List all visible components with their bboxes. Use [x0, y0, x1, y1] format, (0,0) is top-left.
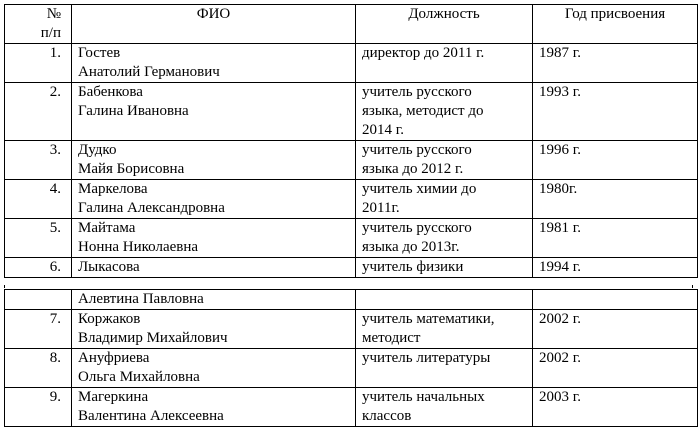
header-num	[5, 5, 72, 44]
fio-name: Майя Борисовна	[78, 161, 185, 177]
table-row	[5, 180, 698, 219]
row-num	[5, 290, 72, 310]
page-break-gap	[4, 285, 693, 288]
row-fio	[72, 180, 356, 219]
position-line: учитель русского	[362, 142, 472, 158]
header-position: Должность	[356, 5, 533, 44]
header-num-line2: п/п	[40, 25, 61, 41]
row-num: 7.	[5, 310, 72, 349]
row-year: 2002 г.	[533, 310, 698, 349]
row-position	[356, 180, 533, 219]
row-fio	[72, 219, 356, 258]
row-num: 6.	[5, 258, 72, 278]
row-fio	[72, 310, 356, 349]
position-line: языка до 2012 г.	[362, 161, 464, 177]
row-num: 5.	[5, 219, 72, 258]
fio-surname: Маркелова	[78, 181, 148, 197]
fio-surname: Гостев	[78, 45, 121, 61]
fio-surname: Ануфриева	[78, 350, 150, 366]
row-fio	[72, 83, 356, 141]
table-row	[5, 349, 698, 388]
row-position	[356, 310, 533, 349]
position-line: методист	[362, 330, 421, 346]
header-num-line1: №	[46, 6, 61, 22]
row-fio	[72, 349, 356, 388]
row-year: 2003 г.	[533, 388, 698, 427]
row-year: 1994 г.	[533, 258, 698, 278]
fio-name: Владимир Михайлович	[78, 330, 228, 346]
row-position	[356, 388, 533, 427]
row-position	[356, 83, 533, 141]
position-line: учитель химии до	[362, 181, 477, 197]
row-position	[356, 141, 533, 180]
fio-name: Нонна Николаевна	[78, 239, 199, 255]
row-num: 9.	[5, 388, 72, 427]
row-year: 1987 г.	[533, 44, 698, 83]
row-year: 1996 г.	[533, 141, 698, 180]
row-year: 2002 г.	[533, 349, 698, 388]
table-row	[5, 258, 698, 278]
table-row	[5, 388, 698, 427]
row-num: 8.	[5, 349, 72, 388]
fio-surname: Коржаков	[78, 311, 141, 327]
position-line: языка до 2013г.	[362, 239, 460, 255]
position-line: учитель начальных	[362, 389, 485, 405]
row-fio	[72, 141, 356, 180]
fio-surname: Дудко	[78, 142, 117, 158]
fio-name: Галина Ивановна	[78, 103, 189, 119]
row-year	[533, 290, 698, 310]
row-position	[356, 219, 533, 258]
row-position	[356, 44, 533, 83]
table-row	[5, 310, 698, 349]
row-num: 1.	[5, 44, 72, 83]
table-row	[5, 83, 698, 141]
row-position	[356, 290, 533, 310]
position-line: учитель математики,	[362, 311, 495, 327]
row-fio: Лыкасова	[72, 258, 356, 278]
fio-surname: Магеркина	[78, 389, 149, 405]
row-num: 4.	[5, 180, 72, 219]
position-line: учитель русского	[362, 84, 472, 100]
fio-surname: Бабенкова	[78, 84, 143, 100]
fio-name: Анатолий Германович	[78, 64, 220, 80]
awards-table-top	[4, 4, 698, 278]
row-year: 1980г.	[533, 180, 698, 219]
table-row	[5, 290, 698, 310]
position-line: классов	[362, 408, 412, 424]
header-fio: ФИО	[72, 5, 356, 44]
table-row	[5, 219, 698, 258]
position-line: учитель литературы	[362, 350, 491, 366]
row-year: 1993 г.	[533, 83, 698, 141]
position-line: учитель русского	[362, 220, 472, 236]
fio-surname: Майтама	[78, 220, 136, 236]
fio-name: Валентина Алексеевна	[78, 408, 224, 424]
position-line: 2011г.	[362, 200, 400, 216]
row-position	[356, 349, 533, 388]
row-fio	[72, 44, 356, 83]
row-num: 3.	[5, 141, 72, 180]
table-row	[5, 141, 698, 180]
row-fio: Алевтина Павловна	[72, 290, 356, 310]
row-year: 1981 г.	[533, 219, 698, 258]
position-line: 2014 г.	[362, 122, 404, 138]
fio-name: Галина Александровна	[78, 200, 225, 216]
header-year: Год присвоения	[533, 5, 698, 44]
row-num: 2.	[5, 83, 72, 141]
position-line: языка, методист до	[362, 103, 484, 119]
fio-name: Ольга Михайловна	[78, 369, 200, 385]
awards-table-bottom	[4, 289, 698, 427]
row-fio	[72, 388, 356, 427]
row-position: учитель физики	[356, 258, 533, 278]
table-row	[5, 44, 698, 83]
position-line: директор до 2011 г.	[362, 45, 485, 61]
table-header-row	[5, 5, 698, 44]
